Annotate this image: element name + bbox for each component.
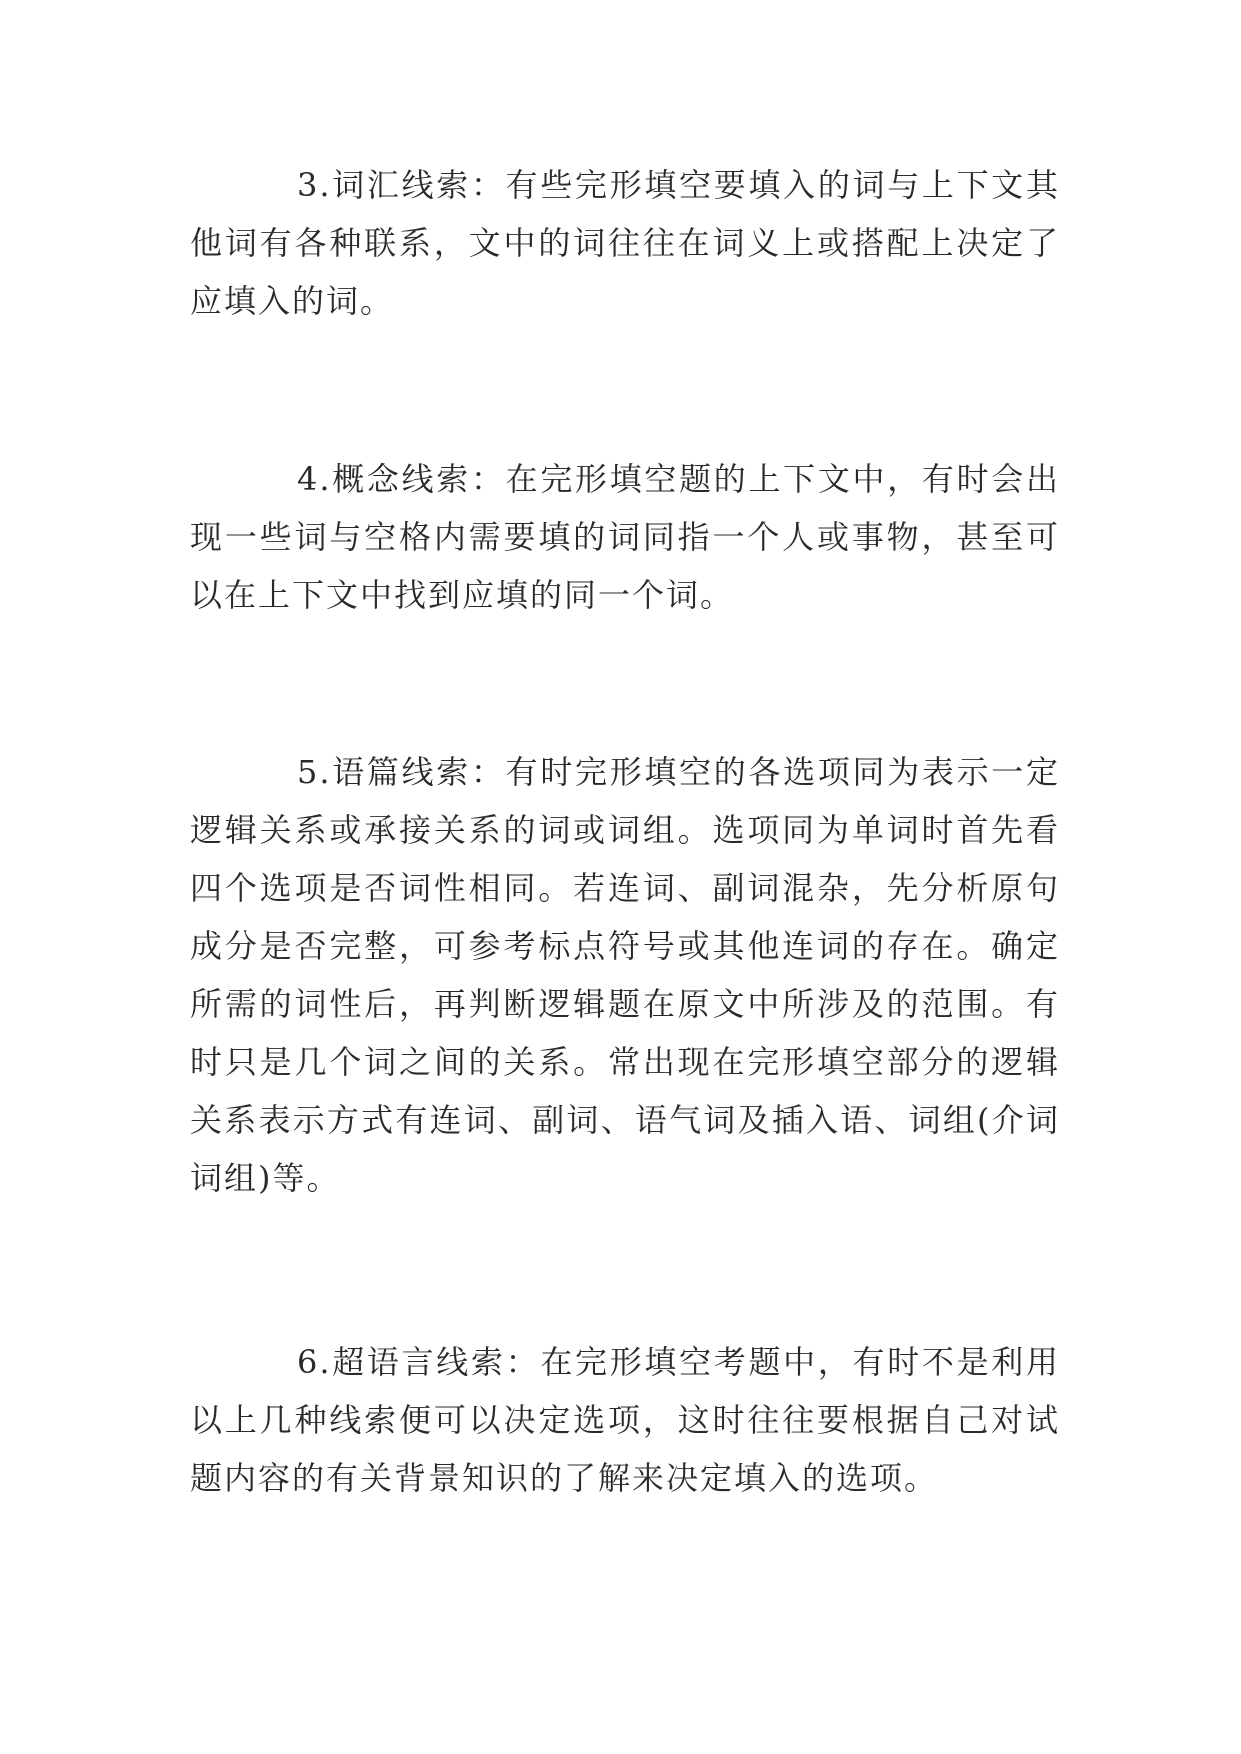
paragraph-discourse-clue: 5.语篇线索：有时完形填空的各选项同为表示一定逻辑关系或承接关系的词或词组。选项同为单词时首先看四个选项是否词性相同。若连词、副词混杂，先分析原句成分是否完整，可参考标点符号或其他连词的存在。确定所需的词性后，再判断逻辑题在原文中所涉及的范围。有时只是几个词之间的关系。常出现在完形填空部分的逻辑关系表示方式有连词、副词、语气词及插入语、词组(介词词组)等。	[190, 753, 1060, 1197]
paragraph-vocabulary-clue: 3.词汇线索：有些完形填空要填入的词与上下文其他词有各种联系，文中的词往往在词义上或搭配上决定了应填入的词。	[190, 166, 1060, 320]
paragraph-concept-clue: 4.概念线索：在完形填空题的上下文中，有时会出现一些词与空格内需要填的词同指一个人或事物，甚至可以在上下文中找到应填的同一个词。	[190, 460, 1060, 614]
paragraph-extralinguistic-clue: 6.超语言线索：在完形填空考题中，有时不是利用以上几种线索便可以决定选项，这时往往要根据自己对试题内容的有关背景知识的了解来决定填入的选项。	[190, 1343, 1060, 1497]
